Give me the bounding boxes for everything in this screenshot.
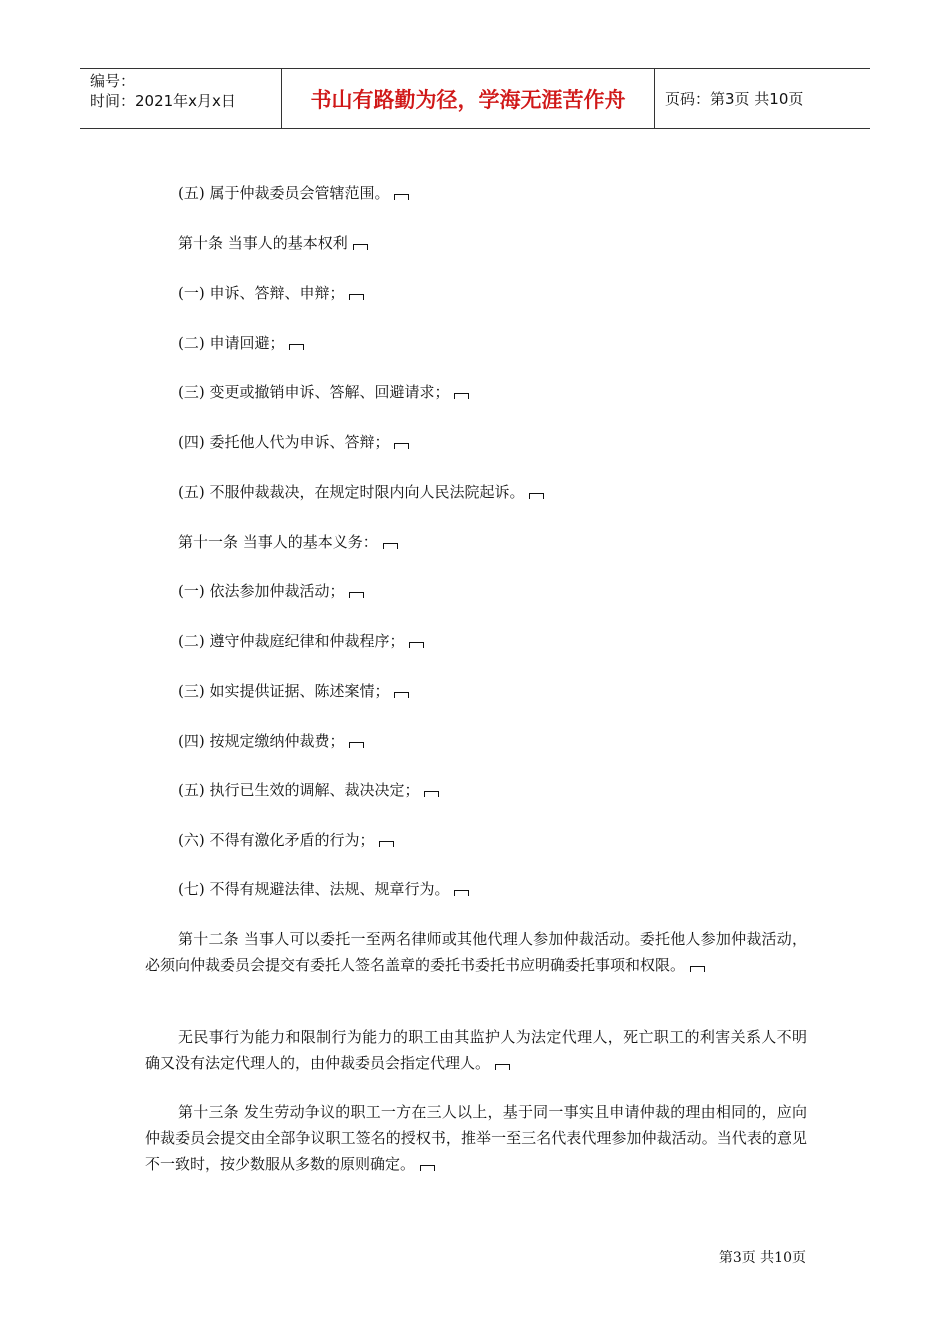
body-paragraph: 第十二条 当事人可以委托一至两名律师或其他代理人参加仲裁活动。委托他人参加仲裁活动，必须向仲裁委员会提交有委托人签名盖章的委托书委托书应明确委托事项和权限。 — [145, 930, 807, 974]
list-item: (一) 申诉、答辩、申辩； — [178, 283, 364, 303]
paragraph-mark-icon — [690, 966, 705, 972]
list-item: (三) 变更或撤销申诉、答解、回避请求； — [178, 382, 469, 402]
paragraph-mark-icon — [394, 194, 409, 200]
paragraph-mark-icon — [289, 344, 304, 350]
list-item: (六) 不得有激化矛盾的行为； — [178, 830, 394, 850]
header-page-label: 页码：第3页 共10页 — [665, 90, 804, 108]
paragraph-mark-icon — [409, 642, 424, 648]
list-item: (二) 申请回避； — [178, 333, 304, 353]
paragraph-mark-icon — [383, 543, 398, 549]
paragraph-mark-icon — [349, 592, 364, 598]
body-paragraph: 无民事行为能力和限制行为能力的职工由其监护人为法定代理人，死亡职工的利害关系人不明确又没有法定代理人的，由仲裁委员会指定代理人。 — [145, 1028, 807, 1072]
paragraph-mark-icon — [424, 791, 439, 797]
paragraph-mark-icon — [529, 493, 544, 499]
list-item: (一) 依法参加仲裁活动； — [178, 581, 364, 601]
paragraph-mark-icon — [495, 1064, 510, 1070]
list-item: (五) 执行已生效的调解、裁决决定； — [178, 780, 439, 800]
paragraph-mark-icon — [420, 1165, 435, 1171]
paragraph-mark-icon — [394, 443, 409, 449]
paragraph-mark-icon — [349, 742, 364, 748]
paragraph-mark-icon — [454, 393, 469, 399]
page-footer: 第3页 共10页 — [718, 1250, 806, 1266]
number-label: 编号： — [90, 72, 136, 90]
time-label: 时间：2021年x月x日 — [90, 92, 236, 110]
list-item: (七) 不得有规避法律、法规、规章行为。 — [178, 879, 469, 899]
header-motto: 书山有路勤为径，学海无涯苦作舟 — [282, 69, 655, 128]
paragraph-mark-icon — [454, 890, 469, 896]
list-item: (五) 不服仲裁裁决，在规定时限内向人民法院起诉。 — [178, 482, 544, 502]
header-meta — [80, 69, 282, 128]
list-item: (五) 属于仲裁委员会管辖范围。 — [178, 183, 409, 203]
list-item: (三) 如实提供证据、陈述案情； — [178, 681, 409, 701]
list-item: (二) 遵守仲裁庭纪律和仲裁程序； — [178, 631, 424, 651]
paragraph-mark-icon — [394, 692, 409, 698]
section-heading: 第十一条 当事人的基本义务： — [178, 532, 398, 552]
list-item: (四) 委托他人代为申诉、答辩； — [178, 432, 409, 452]
paragraph-mark-icon — [379, 841, 394, 847]
paragraph-mark-icon — [349, 294, 364, 300]
section-heading: 第十条 当事人的基本权利 — [178, 233, 368, 253]
list-item: (四) 按规定缴纳仲裁费； — [178, 731, 364, 751]
page-header — [80, 68, 870, 129]
body-paragraph: 第十三条 发生劳动争议的职工一方在三人以上，基于同一事实且申请仲裁的理由相同的，应向仲裁委员会提交由全部争议职工签名的授权书，推举一至三名代表代理参加仲裁活动。当代表的意见不一致时，按少数服从多数的原则确定。 — [145, 1103, 807, 1173]
paragraph-mark-icon — [353, 244, 368, 250]
